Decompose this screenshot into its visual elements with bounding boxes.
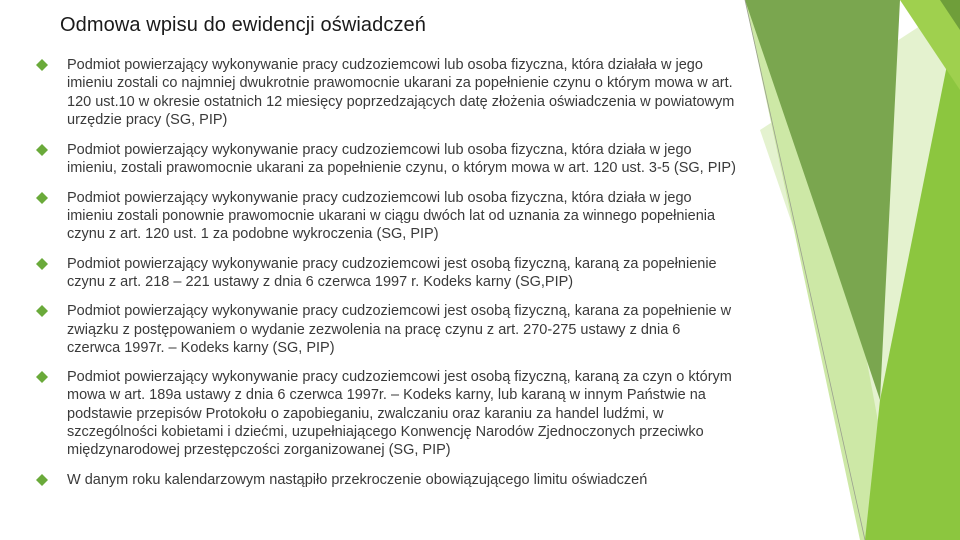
page-title: Odmowa wpisu do ewidencji oświadczeń <box>60 14 427 36</box>
list-item <box>36 302 736 357</box>
list-item <box>36 471 736 489</box>
list-item <box>36 189 736 244</box>
list-item-text: Podmiot powierzający wykonywanie pracy cudzoziemcowi lub osoba fizyczna, która działa w jego imieniu zostali ponownie prawomocnie ukarani w ciągu dwóch lat od uznania za winnego popełnienia czynu z art. 120 ust. 1 za podobne wykroczenia (SG, PIP) <box>67 189 716 243</box>
diamond-bullet-icon <box>36 474 48 486</box>
list-item-text: Podmiot powierzający wykonywanie pracy cudzoziemcowi lub osoba fizyczna, która działa w jego imieniu, zostali prawomocnie ukarani za popełnienie czynu, o którym mowa w art. 120 ust. 3-5 (SG, PIP) <box>67 142 736 177</box>
list-item-text: Podmiot powierzający wykonywanie pracy cudzoziemcowi jest osobą fizyczną, karaną za popełnienie czynu z art. 218 – 221 ustawy z dnia 6 czerwca 1997 r. Kodeks karny (SG,PIP) <box>67 255 717 290</box>
list-item <box>36 56 736 129</box>
diamond-bullet-icon <box>36 144 48 156</box>
diamond-bullet-icon <box>36 59 48 71</box>
list-item-text: Podmiot powierzający wykonywanie pracy cudzoziemcowi jest osobą fizyczną, karaną za czyn o którym mowa w art. 189a ustawy z dnia 6 czerwca 1997r. – Kodeks karny, lub karaną w innym Państwie na podstawie przepisów Protokołu o zapobieganiu, zwalczaniu oraz karaniu za handel ludźmi, w szczególności kobietami i dziećmi, uzupełniającego Konwencję Narodów Zjednoczonych przeciwko międzynarodowej przestępczości zorganizowanej (SG, PIP) <box>67 369 732 459</box>
list-item <box>36 255 736 292</box>
bullet-list <box>36 56 736 489</box>
diamond-bullet-icon <box>36 305 48 317</box>
list-item-text: W danym roku kalendarzowym nastąpiło przekroczenie obowiązującego limitu oświadczeń <box>67 471 648 488</box>
list-item <box>36 141 736 178</box>
list-item-text: Podmiot powierzający wykonywanie pracy cudzoziemcowi lub osoba fizyczna, która działała w jego imieniu zostali co najmniej dwukrotnie prawomocnie ukarani za popełnienie czynu o którym mowa w art. 120 ust.10 w okresie ostatnich 12 miesięcy poprzedzających datę złożenia oświadczenia w powiatowym urzędzie pracy (SG, PIP) <box>67 57 735 128</box>
list-item <box>36 368 736 459</box>
diamond-bullet-icon <box>36 258 48 270</box>
list-item-text: Podmiot powierzający wykonywanie pracy cudzoziemcowi jest osobą fizyczną, karana za popełnienie w związku z postępowaniem o wydanie zezwolenia na pracę czynu z art. 270-275 ustawy z dnia 6 czerwca 1997r. – Kodeks karny (SG, PIP) <box>67 303 732 356</box>
diamond-bullet-icon <box>36 371 48 383</box>
diamond-bullet-icon <box>36 192 48 204</box>
